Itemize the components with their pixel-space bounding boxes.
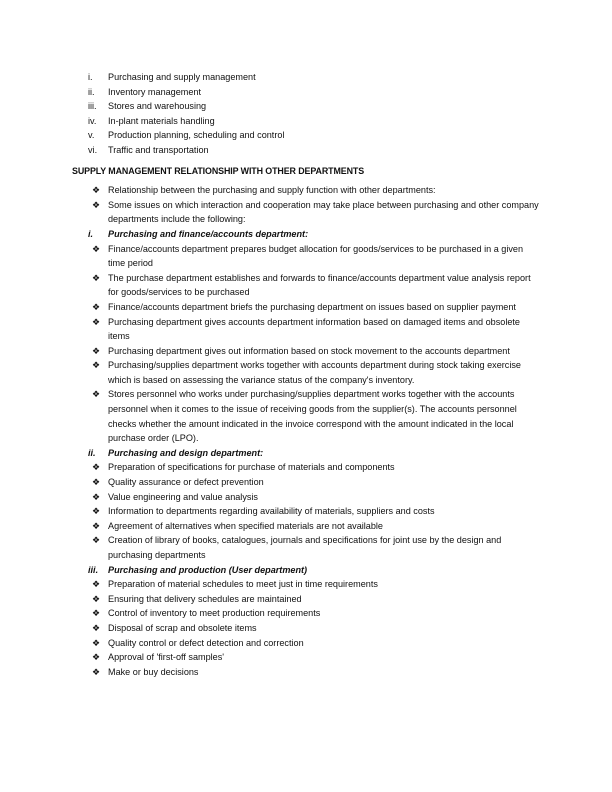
diamond-bullet-icon: ❖	[92, 243, 101, 254]
diamond-bullet-icon: ❖	[92, 185, 101, 196]
section-heading: SUPPLY MANAGEMENT RELATIONSHIP WITH OTHER DEPARTMENTS	[72, 165, 365, 176]
list-number: iv.	[88, 115, 97, 126]
bullet-item	[72, 271, 542, 300]
bullet-item	[72, 387, 542, 445]
bullet-text: Relationship between the purchasing and supply function with other departments:	[108, 185, 436, 196]
bullet-item	[72, 650, 542, 665]
diamond-bullet-icon: ❖	[92, 608, 101, 619]
bullet-text: Finance/accounts department prepares budget allocation for goods/services to be purchased in a given time period	[108, 243, 524, 269]
bullet-item	[72, 606, 542, 621]
diamond-bullet-icon: ❖	[92, 622, 101, 633]
bullet-item	[72, 665, 542, 680]
subsection-number: ii.	[88, 447, 96, 458]
list-item-text: In-plant materials handling	[108, 115, 215, 126]
list-item	[72, 85, 542, 100]
subsection-title: Purchasing and finance/accounts department:	[108, 228, 309, 239]
subsection-title: Purchasing and design department:	[108, 447, 264, 458]
bullet-item	[72, 242, 542, 271]
diamond-bullet-icon: ❖	[92, 316, 101, 327]
diamond-bullet-icon: ❖	[92, 477, 101, 488]
diamond-bullet-icon: ❖	[92, 199, 101, 210]
list-item	[72, 143, 542, 158]
list-item	[72, 99, 542, 114]
supply-functions-list	[72, 70, 542, 158]
list-item-text: Stores and warehousing	[108, 101, 207, 112]
bullet-text: Purchasing department gives out information based on stock movement to the accounts department	[108, 345, 510, 356]
bullet-item	[72, 621, 542, 636]
diamond-bullet-icon: ❖	[92, 637, 101, 648]
bullet-item	[72, 490, 542, 505]
bullet-text: Purchasing/supplies department works together with accounts department during stock taking exercise which is based on assessing the variance status of the company's inventory.	[108, 360, 521, 385]
subsection-heading	[72, 446, 542, 461]
diamond-bullet-icon: ❖	[92, 462, 101, 473]
bullet-text: Quality assurance or defect prevention	[108, 477, 264, 488]
bullet-text: Preparation of material schedules to meet just in time requirements	[108, 579, 378, 590]
bullet-text: Creation of library of books, catalogues, journals and specifications for joint use by the design and purchasing departments	[108, 535, 502, 560]
subsection-number: iii.	[88, 564, 99, 575]
list-number: v.	[88, 130, 95, 141]
bullet-text: Approval of 'first-off samples'	[108, 652, 225, 663]
bullet-text: Agreement of alternatives when specified materials are not available	[108, 520, 383, 531]
list-item-text: Purchasing and supply management	[108, 72, 256, 82]
diamond-bullet-icon: ❖	[92, 520, 101, 531]
diamond-bullet-icon: ❖	[92, 535, 101, 546]
diamond-bullet-icon: ❖	[92, 345, 101, 356]
bullet-item	[72, 577, 542, 592]
diamond-bullet-icon: ❖	[92, 360, 101, 371]
bullet-text: Value engineering and value analysis	[108, 491, 258, 502]
subsection-title: Purchasing and production (User department)	[108, 564, 308, 575]
bullet-item	[72, 358, 542, 387]
bullet-item	[72, 519, 542, 534]
bullet-text: Information to departments regarding availability of materials, suppliers and costs	[108, 506, 435, 517]
bullet-item	[72, 300, 542, 315]
bullet-item	[72, 592, 542, 607]
list-item-text: Inventory management	[108, 86, 202, 97]
bullet-text: The purchase department establishes and forwards to finance/accounts department value analysis report for goods/services to be purchased	[108, 272, 531, 298]
bullet-item	[72, 475, 542, 490]
diamond-bullet-icon: ❖	[92, 666, 101, 677]
bullet-item	[72, 504, 542, 519]
list-number: vi.	[88, 144, 98, 155]
bullet-text: Purchasing department gives accounts department information based on damaged items and obsolete items	[108, 316, 520, 342]
bullet-text: Quality control or defect detection and correction	[108, 637, 304, 648]
list-item	[72, 114, 542, 129]
diamond-bullet-icon: ❖	[92, 652, 101, 663]
subsection-heading	[72, 563, 542, 578]
bullet-item	[72, 533, 542, 562]
list-item	[72, 128, 542, 143]
diamond-bullet-icon: ❖	[92, 506, 101, 517]
page-content	[72, 70, 542, 679]
diamond-bullet-icon: ❖	[92, 301, 101, 312]
bullet-text: Stores personnel who works under purchasing/supplies department works together with the accounts personnel when it comes to the issue of receiving goods from the supplier(s). The accounts personnel checks whether the amount indicated in the invoice correspond with the amount indicated in the local purchase order (LPO).	[108, 389, 517, 444]
bullet-item	[72, 183, 542, 198]
subsection-heading	[72, 227, 542, 242]
subsection-number: i.	[88, 228, 94, 239]
bullet-item	[72, 636, 542, 651]
diamond-bullet-icon: ❖	[92, 593, 101, 604]
bullet-item	[72, 344, 542, 359]
diamond-bullet-icon: ❖	[92, 579, 101, 590]
bullet-text: Make or buy decisions	[108, 666, 199, 677]
bullet-text: Control of inventory to meet production requirements	[108, 608, 321, 619]
bullet-item	[72, 315, 542, 344]
list-number: iii.	[88, 101, 97, 112]
bullet-text: Ensuring that delivery schedules are maintained	[108, 593, 302, 604]
list-number: ii.	[88, 86, 95, 97]
list-item-text: Production planning, scheduling and control	[108, 130, 285, 141]
relationship-list	[72, 183, 542, 679]
bullet-item	[72, 460, 542, 475]
diamond-bullet-icon: ❖	[92, 389, 101, 400]
list-item	[72, 70, 542, 85]
bullet-text: Disposal of scrap and obsolete items	[108, 622, 257, 633]
bullet-text: Preparation of specifications for purchase of materials and components	[108, 462, 395, 473]
list-number: i.	[88, 72, 93, 82]
bullet-text: Finance/accounts department briefs the purchasing department on issues based on supplier payment	[108, 301, 516, 312]
diamond-bullet-icon: ❖	[92, 491, 101, 502]
diamond-bullet-icon: ❖	[92, 272, 101, 283]
bullet-text: Some issues on which interaction and cooperation may take place between purchasing and other company departments include the following:	[108, 199, 539, 225]
list-item-text: Traffic and transportation	[108, 144, 209, 155]
bullet-item	[72, 198, 542, 227]
